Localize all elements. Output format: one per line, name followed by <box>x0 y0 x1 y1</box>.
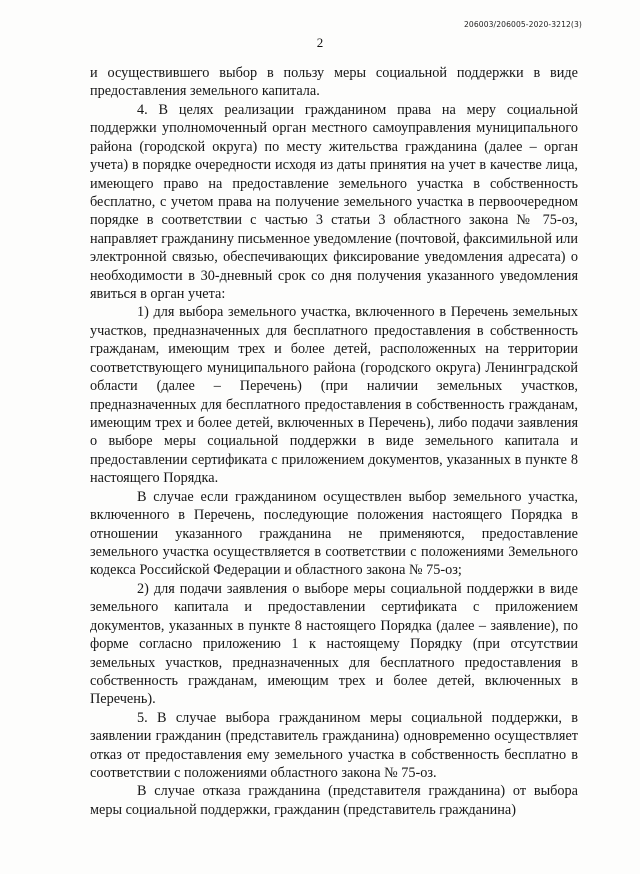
page-number: 2 <box>316 35 324 50</box>
paragraph-item-5: 5. В случае выбора гражданином меры социальной поддержки, в заявлении гражданин (представитель гражданина) одновременно осуществляет отказ от предоставления ему земельного участка в собственность бесплатно в соответствии с положениями областного закона № 75-оз. <box>90 709 578 782</box>
document-id: 206003/206005-2020-3212(3) <box>463 20 582 29</box>
paragraph-subitem-2: 2) для подачи заявления о выборе меры социальной поддержки в виде земельного капитала и предоставлении сертификата с приложением документов, указанных в пункте 8 настоящего Порядка (далее – заявление), по форме согласно приложению 1 к настоящему Порядку (при отсутствии земельных участков, предназначенных для бесплатного предоставления в собственность гражданам, имеющим трех и более детей, включенных в Перечень). <box>90 580 578 708</box>
paragraph-refusal: В случае отказа гражданина (представителя гражданина) от выбора меры социальной поддержки, гражданин (представитель гражданина) <box>90 783 578 818</box>
paragraph-item-4: 4. В целях реализации гражданином права на меру социальной поддержки уполномоченный орган местного самоуправления муниципального района (городской округа) по месту жительства гражданина (далее – орган учета) в порядке очередности исходя из даты принятия на учет в качестве лица, имеющего право на предоставление земельного участка в собственность бесплатно, с учетом права на получение земельного участка в первоочередном порядке в соответствии с частью 3 статьи 3 областного закона № 75-оз, направляет гражданину письменное уведомление (почтовой, факсимильной или электронной связью, обеспечивающих фиксирование уведомления адресата) о необходимости в 30-дневный срок со дня получения указанного уведомления явиться в орган учета: <box>90 101 578 303</box>
paragraph-continuation: и осуществившего выбор в пользу меры социальной поддержки в виде предоставления земельного капитала. <box>90 65 578 100</box>
paragraph-subitem-1: 1) для выбора земельного участка, включенного в Перечень земельных участков, предназначенных для бесплатного предоставления в собственность гражданам, имеющим трех и более детей, расположенных на территории соответствующего муниципального района (городского округа) Ленинградской области (далее – Перечень) (при наличии земельных участков, предназначенных для бесплатного предоставления в собственность гражданам, имеющим трех и более детей, включенных в Перечень), либо подачи заявления о выборе меры социальной поддержки в виде земельного капитала и предоставлении сертификата с приложением документов, указанных в пункте 8 настоящего Порядка. <box>90 304 578 487</box>
paragraph-subitem-1-note: В случае если гражданином осуществлен выбор земельного участка, включенного в Перечень, последующие положения настоящего Порядка в отношении указанного гражданина не применяются, предоставление земельного участка осуществляется в соответствии с положениями Земельного кодекса Российской Федерации и областного закона № 75-оз; <box>90 488 578 579</box>
document-body <box>90 64 578 819</box>
